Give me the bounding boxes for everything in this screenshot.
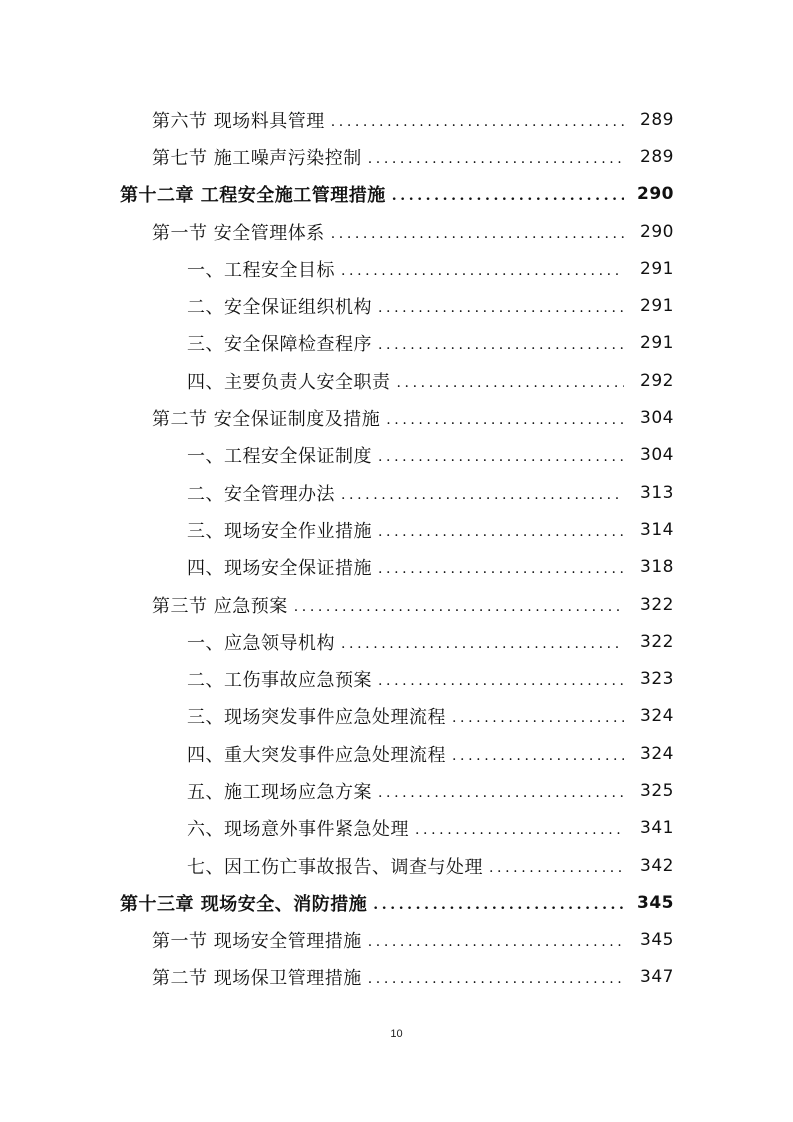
toc-entry-title: 第一节 现场安全管理措施 (152, 931, 362, 953)
toc-section-entry[interactable] (0, 213, 793, 250)
toc-entry-title: 第十二章 工程安全施工管理措施 (120, 185, 386, 207)
toc-entry-page-number: 345 (637, 892, 674, 913)
toc-entry-title: 第二节 安全保证制度及措施 (152, 409, 381, 431)
toc-section-entry[interactable] (0, 138, 793, 175)
toc-dot-leader (368, 968, 624, 986)
toc-subsection-entry[interactable] (0, 660, 793, 697)
toc-subsection-entry[interactable] (0, 847, 793, 884)
toc-entry-page-number: 304 (640, 408, 674, 429)
toc-entry-title: 四、重大突发事件应急处理流程 (187, 744, 446, 766)
table-of-contents (0, 101, 793, 996)
toc-entry-title: 第十三章 现场安全、消防措施 (120, 893, 368, 915)
toc-entry-page-number: 322 (640, 631, 674, 652)
toc-subsection-entry[interactable] (0, 511, 793, 548)
toc-dot-leader (373, 894, 624, 912)
toc-entry-title: 三、现场安全作业措施 (187, 520, 372, 542)
toc-dot-leader (341, 484, 624, 502)
toc-entry-page-number: 347 (640, 967, 674, 988)
toc-entry-page-number: 291 (640, 258, 674, 279)
toc-entry-title: 一、工程安全目标 (187, 259, 335, 281)
toc-subsection-entry[interactable] (0, 810, 793, 847)
toc-subsection-entry[interactable] (0, 772, 793, 809)
toc-section-entry[interactable] (0, 959, 793, 996)
toc-section-entry[interactable] (0, 101, 793, 138)
toc-entry-page-number: 322 (640, 594, 674, 615)
toc-entry-page-number: 318 (640, 557, 674, 578)
toc-dot-leader (331, 111, 624, 129)
toc-entry-page-number: 304 (640, 445, 674, 466)
toc-dot-leader (341, 633, 624, 651)
toc-dot-leader (341, 260, 624, 278)
toc-entry-page-number: 324 (640, 743, 674, 764)
toc-dot-leader (368, 931, 624, 949)
toc-entry-title: 一、应急领导机构 (187, 632, 335, 654)
toc-dot-leader (392, 185, 624, 203)
toc-dot-leader (397, 372, 625, 390)
toc-subsection-entry[interactable] (0, 698, 793, 735)
toc-section-entry[interactable] (0, 922, 793, 959)
toc-entry-title: 第二节 现场保卫管理措施 (152, 968, 362, 990)
toc-chapter-entry[interactable] (0, 176, 793, 213)
toc-entry-title: 四、现场安全保证措施 (187, 558, 372, 580)
toc-section-entry[interactable] (0, 399, 793, 436)
toc-entry-page-number: 313 (640, 482, 674, 503)
toc-entry-page-number: 290 (640, 221, 674, 242)
toc-entry-page-number: 289 (640, 146, 674, 167)
toc-entry-title: 一、工程安全保证制度 (187, 446, 372, 468)
toc-subsection-entry[interactable] (0, 549, 793, 586)
toc-subsection-entry[interactable] (0, 474, 793, 511)
toc-dot-leader (378, 782, 624, 800)
toc-entry-page-number: 289 (640, 109, 674, 130)
toc-dot-leader (294, 596, 624, 614)
toc-entry-title: 七、因工伤亡事故报告、调查与处理 (187, 856, 483, 878)
toc-entry-title: 第七节 施工噪声污染控制 (152, 147, 362, 169)
toc-subsection-entry[interactable] (0, 325, 793, 362)
toc-dot-leader (386, 409, 624, 427)
toc-subsection-entry[interactable] (0, 623, 793, 660)
toc-dot-leader (452, 707, 624, 725)
toc-entry-title: 二、安全管理办法 (187, 483, 335, 505)
toc-subsection-entry[interactable] (0, 735, 793, 772)
toc-dot-leader (378, 521, 624, 539)
page-number: 10 (390, 1028, 403, 1040)
toc-entry-title: 二、安全保证组织机构 (187, 297, 372, 319)
toc-entry-title: 六、现场意外事件紧急处理 (187, 819, 409, 841)
toc-entry-title: 二、工伤事故应急预案 (187, 670, 372, 692)
toc-dot-leader (415, 819, 624, 837)
toc-dot-leader (368, 148, 624, 166)
toc-entry-page-number: 291 (640, 296, 674, 317)
toc-dot-leader (378, 670, 624, 688)
toc-entry-title: 五、施工现场应急方案 (187, 781, 372, 803)
toc-dot-leader (452, 745, 624, 763)
toc-entry-page-number: 291 (640, 333, 674, 354)
toc-entry-page-number: 314 (640, 519, 674, 540)
toc-dot-leader (378, 446, 624, 464)
toc-dot-leader (378, 297, 624, 315)
toc-dot-leader (378, 334, 624, 352)
toc-entry-page-number: 345 (640, 930, 674, 951)
toc-entry-page-number: 292 (640, 370, 674, 391)
toc-subsection-entry[interactable] (0, 250, 793, 287)
toc-chapter-entry[interactable] (0, 884, 793, 921)
toc-subsection-entry[interactable] (0, 437, 793, 474)
toc-entry-title: 三、安全保障检查程序 (187, 334, 372, 356)
toc-entry-page-number: 341 (640, 818, 674, 839)
toc-dot-leader (489, 857, 624, 875)
toc-entry-page-number: 324 (640, 706, 674, 727)
toc-entry-page-number: 342 (640, 855, 674, 876)
toc-entry-page-number: 290 (637, 184, 674, 205)
toc-entry-title: 第六节 现场料具管理 (152, 110, 325, 132)
toc-entry-title: 三、现场突发事件应急处理流程 (187, 707, 446, 729)
toc-entry-page-number: 325 (640, 780, 674, 801)
toc-entry-title: 第三节 应急预案 (152, 595, 288, 617)
toc-entry-page-number: 323 (640, 669, 674, 690)
toc-entry-title: 第一节 安全管理体系 (152, 222, 325, 244)
toc-dot-leader (378, 558, 624, 576)
toc-dot-leader (331, 223, 624, 241)
toc-section-entry[interactable] (0, 586, 793, 623)
toc-subsection-entry[interactable] (0, 287, 793, 324)
toc-entry-title: 四、主要负责人安全职责 (187, 371, 391, 393)
toc-subsection-entry[interactable] (0, 362, 793, 399)
